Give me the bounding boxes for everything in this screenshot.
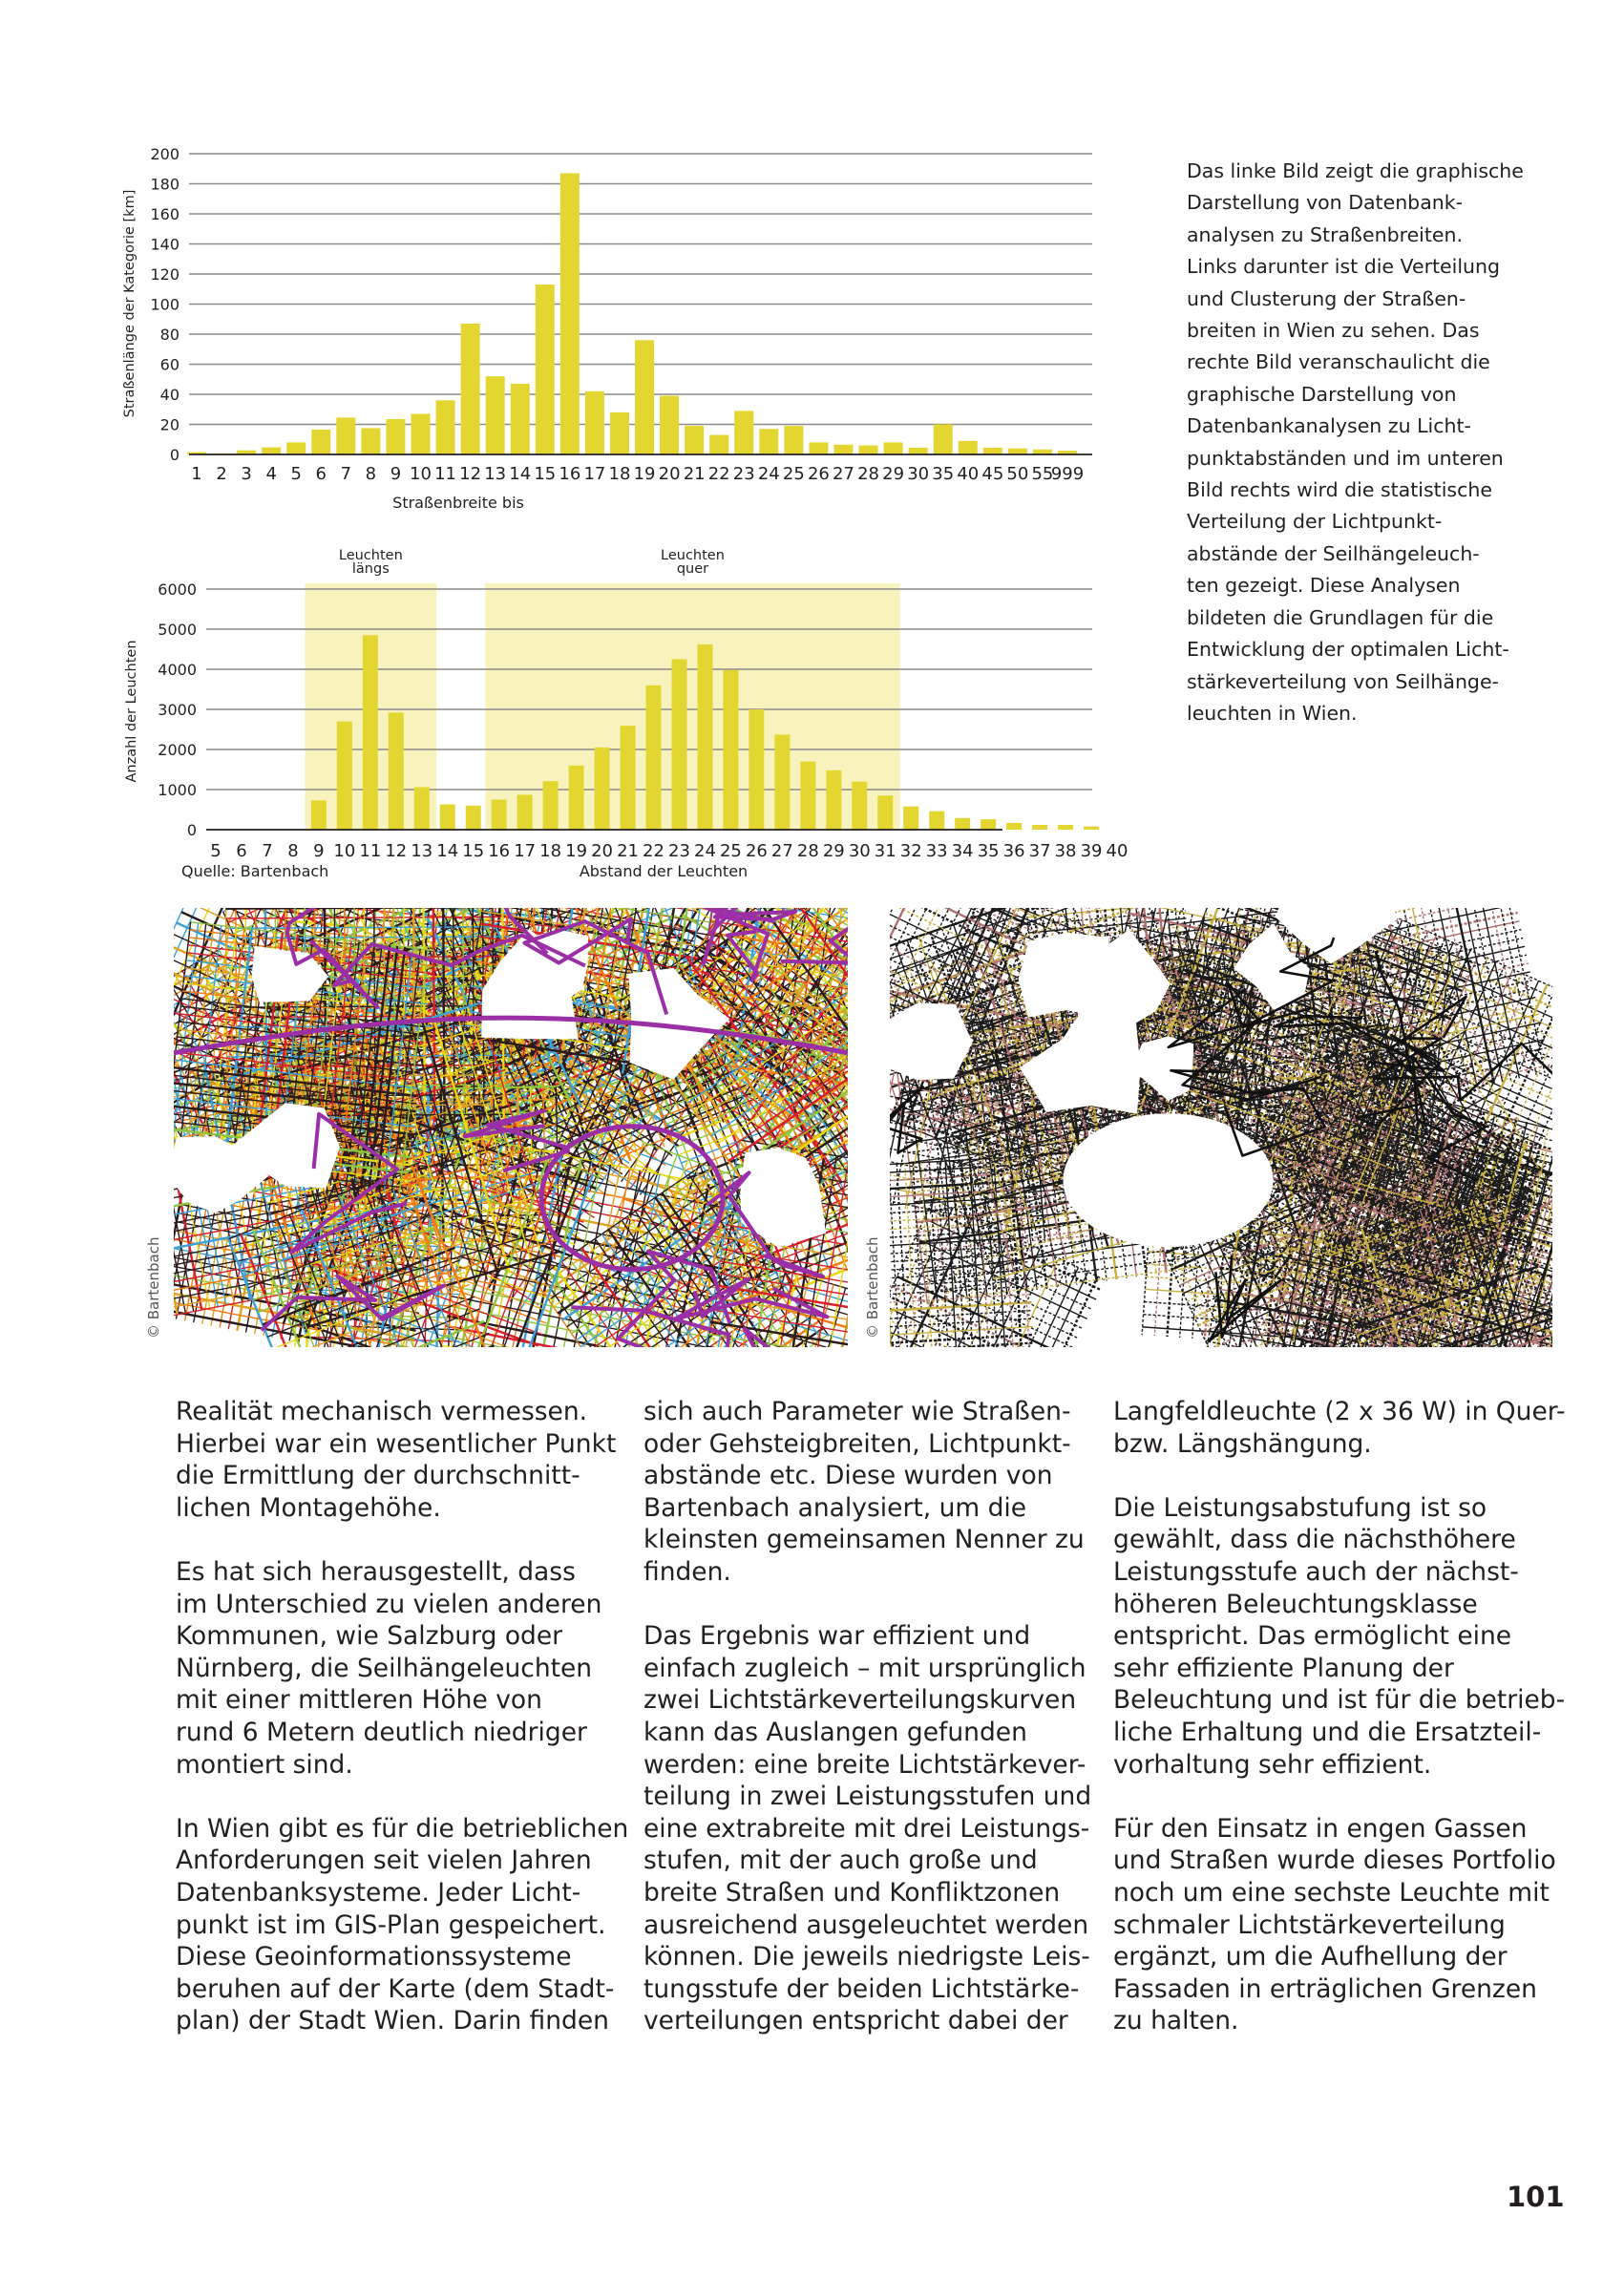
x-axis-label: Straßenbreite bis	[392, 494, 524, 512]
x-tick-label: 28	[857, 464, 879, 484]
x-tick-label: 8	[365, 464, 377, 484]
text-line: mit einer mittleren Höhe von	[176, 1685, 542, 1716]
bar	[826, 770, 841, 830]
caption-line: und Clusterung der Straßen-	[1187, 286, 1466, 310]
caption-line: bildeten die Grundlagen für die	[1187, 605, 1494, 629]
text-line: rund 6 Metern deutlich niedriger	[176, 1717, 587, 1747]
x-tick-label: 31	[874, 841, 896, 861]
text-line: Fassaden in erträglichen Grenzen	[1113, 1973, 1537, 2004]
x-tick-label: 6	[315, 464, 327, 484]
y-tick-label: 1000	[158, 781, 197, 799]
paragraph-gap	[643, 1589, 1092, 1621]
caption-line: leuchten in Wien.	[1187, 701, 1358, 725]
y-tick-label: 100	[150, 295, 179, 314]
region-label: Leuchten	[338, 548, 403, 563]
text-line: zu halten.	[1113, 2006, 1239, 2036]
x-tick-label: 24	[694, 841, 716, 861]
text-line: Die Leistungsabstufung ist so	[1113, 1492, 1487, 1523]
paragraph-gap	[176, 1781, 624, 1813]
y-axis-label: Straßenlänge der Kategorie [km]	[122, 189, 137, 418]
y-tick-label: 180	[150, 175, 179, 194]
paragraph-gap	[1113, 1460, 1562, 1492]
x-tick-label: 22	[643, 841, 664, 861]
x-tick-label: 37	[1028, 841, 1051, 861]
street	[226, 908, 510, 909]
bar	[1084, 827, 1099, 830]
x-tick-label: 21	[683, 464, 706, 484]
bar	[877, 795, 893, 830]
y-tick-label: 0	[169, 446, 179, 464]
x-tick-label: 13	[411, 841, 433, 861]
x-tick-label: 17	[583, 464, 606, 484]
text-line: noch um eine sechste Leuchte mit	[1113, 1877, 1550, 1908]
text-line: Beleuchtung und ist für die betrieb-	[1113, 1685, 1566, 1716]
text-line: beruhen auf der Karte (dem Stadt-	[176, 1973, 615, 2004]
x-tick-label: 30	[907, 464, 930, 484]
x-tick-label: 19	[565, 841, 588, 861]
text-line: verteilungen entspricht dabei der	[643, 2006, 1068, 2036]
text-line: Leistungsstufe auch der nächst-	[1113, 1556, 1519, 1587]
bar	[466, 806, 481, 830]
caption-line: Datenbankanalysen zu Licht-	[1187, 414, 1471, 438]
caption-line: breiten in Wien zu sehen. Das	[1187, 319, 1480, 343]
text-line: sehr effiziente Planung der	[1113, 1653, 1454, 1683]
x-tick-label: 12	[459, 464, 482, 484]
y-tick-label: 2000	[158, 741, 197, 759]
x-tick-label: 15	[534, 464, 557, 484]
text-line: bzw. Längshängung.	[1113, 1428, 1372, 1459]
text-line: Datenbanksysteme. Jeder Licht-	[176, 1877, 581, 1908]
x-tick-label: 55	[1031, 464, 1054, 484]
text-line: liche Erhaltung und die Ersatzteil-	[1113, 1717, 1542, 1747]
bar	[981, 819, 996, 830]
text-line: In Wien gibt es für die betrieblichen	[176, 1813, 629, 1844]
text-line: Hierbei war ein wesentlicher Punkt	[176, 1428, 617, 1459]
text-line: Bartenbach analysiert, um die	[643, 1492, 1027, 1523]
text-line: können. Die jeweils niedrigste Leis-	[643, 1942, 1090, 1972]
caption-line: Das linke Bild zeigt die graphische	[1187, 159, 1524, 182]
caption-line: Verteilung der Lichtpunkt-	[1187, 510, 1443, 534]
x-tick-label: 15	[462, 841, 485, 861]
x-tick-label: 38	[1054, 841, 1077, 861]
bar	[1058, 825, 1073, 830]
bar	[440, 805, 455, 830]
bar	[671, 660, 686, 831]
text-line: Langfeldleuchte (2 x 36 W) in Quer-	[1113, 1397, 1566, 1426]
caption-line: Entwicklung der optimalen Licht-	[1187, 638, 1509, 662]
street-width-map	[174, 908, 848, 1347]
x-tick-label: 25	[719, 841, 742, 861]
x-tick-label: 20	[591, 841, 614, 861]
street-network	[174, 908, 848, 1347]
text-line: finden.	[643, 1556, 731, 1587]
x-tick-label: 40	[957, 464, 980, 484]
bar	[852, 782, 867, 830]
bar	[337, 722, 352, 830]
x-tick-label: 999	[1050, 464, 1085, 484]
bar	[414, 787, 430, 830]
x-tick-label: 23	[668, 841, 690, 861]
x-tick-label: 6	[236, 841, 247, 861]
text-line: einfach zugleich – mit ursprünglich	[643, 1653, 1086, 1683]
bar	[363, 635, 378, 830]
figure-caption	[1187, 156, 1569, 729]
x-tick-label: 33	[925, 841, 948, 861]
x-tick-label: 26	[807, 464, 830, 484]
x-tick-label: 14	[436, 841, 459, 861]
text-line: entspricht. Das ermöglicht eine	[1113, 1621, 1512, 1652]
text-line: Diese Geoinformationssysteme	[176, 1942, 572, 1972]
x-tick-label: 27	[833, 464, 854, 484]
text-line: kann das Auslangen gefunden	[643, 1717, 1027, 1747]
x-tick-label: 3	[241, 464, 252, 484]
x-tick-label: 11	[434, 464, 457, 484]
text-line: Nürnberg, die Seilhängeleuchten	[176, 1653, 593, 1683]
map-credit-right: © Bartenbach	[864, 1236, 881, 1339]
x-tick-label: 24	[757, 464, 780, 484]
text-line: eine extrabreite mit drei Leistungs-	[643, 1813, 1090, 1844]
text-line: abstände etc. Diese wurden von	[643, 1461, 1053, 1491]
text-line: breite Straßen und Konfliktzonen	[643, 1877, 1061, 1908]
text-line: schmaler Lichtstärkeverteilung	[1113, 1909, 1506, 1940]
x-tick-label: 21	[617, 841, 639, 861]
x-tick-label: 23	[732, 464, 755, 484]
x-tick-label: 7	[340, 464, 352, 484]
text-line: Realität mechanisch vermessen.	[176, 1397, 588, 1426]
text-line: sich auch Parameter wie Straßen-	[643, 1397, 1071, 1426]
text-line: zwei Lichtstärkeverteilungskurven	[643, 1685, 1077, 1716]
street-network	[890, 908, 1552, 1347]
bar	[800, 762, 815, 830]
caption-line: graphische Darstellung von	[1187, 382, 1457, 406]
bar	[311, 800, 327, 830]
x-tick-label: 7	[262, 841, 273, 861]
text-line: oder Gehsteigbreiten, Lichtpunkt-	[643, 1428, 1071, 1459]
y-axis-label: Anzahl der Leuchten	[124, 640, 139, 783]
open-area	[1063, 1113, 1273, 1247]
bar	[774, 734, 790, 830]
x-tick-label: 16	[488, 841, 511, 861]
caption-line: rechte Bild veranschaulicht die	[1187, 350, 1490, 374]
x-tick-label: 20	[658, 464, 681, 484]
bar	[595, 748, 610, 830]
x-tick-label: 14	[509, 464, 532, 484]
region-label: längs	[351, 561, 390, 577]
text-line: gewählt, dass die nächsthöhere	[1113, 1525, 1516, 1555]
bar	[1032, 825, 1047, 830]
text-line: Anforderungen seit vielen Jahren	[176, 1846, 592, 1876]
x-tick-label: 29	[822, 841, 845, 861]
text-line: höheren Beleuchtungsklasse	[1113, 1589, 1478, 1619]
text-line: Kommunen, wie Salzburg oder	[176, 1621, 563, 1652]
x-tick-label: 29	[882, 464, 905, 484]
text-line: punkt ist im GIS-Plan gespeichert.	[176, 1909, 606, 1940]
region-label: Leuchten	[661, 548, 725, 563]
y-tick-label: 160	[150, 205, 179, 223]
x-tick-label: 18	[539, 841, 562, 861]
y-tick-label: 0	[186, 821, 197, 839]
page-number: 101	[1507, 2181, 1565, 2213]
x-tick-label: 28	[796, 841, 819, 861]
x-tick-label: 11	[359, 841, 382, 861]
street-width-map-image	[174, 908, 848, 1347]
x-tick-label: 50	[1006, 464, 1029, 484]
text-column-2	[643, 1396, 1092, 2037]
x-tick-label: 39	[1080, 841, 1103, 861]
text-column-1	[176, 1396, 629, 2037]
bar	[903, 807, 918, 830]
text-line: plan) der Stadt Wien. Darin finden	[176, 2006, 609, 2036]
text-line: Das Ergebnis war effizient und	[643, 1621, 1031, 1652]
bar	[517, 794, 533, 830]
text-line: stufen, mit der auch große und	[643, 1846, 1038, 1876]
x-tick-label: 5	[210, 841, 221, 861]
caption-line: analysen zu Straßenbreiten.	[1187, 222, 1464, 246]
y-tick-label: 200	[150, 145, 179, 163]
street	[890, 1302, 1031, 1315]
text-line: ausreichend ausgeleuchtet werden	[643, 1909, 1089, 1940]
bar	[569, 766, 584, 830]
x-tick-label: 16	[559, 464, 581, 484]
bar	[1006, 823, 1022, 830]
x-tick-label: 9	[390, 464, 402, 484]
text-line: tungsstufe der beiden Lichtstärke-	[643, 1973, 1080, 2004]
caption-line: punktabständen und im unteren	[1187, 446, 1504, 470]
paragraph-gap	[1113, 1781, 1562, 1813]
x-tick-label: 25	[782, 464, 805, 484]
street	[890, 1165, 894, 1347]
bar	[389, 712, 404, 830]
bar	[646, 686, 662, 830]
x-tick-label: 12	[385, 841, 408, 861]
caption-line: abstände der Seilhängeleuch-	[1187, 541, 1480, 565]
x-tick-label: 8	[287, 841, 299, 861]
y-tick-label: 6000	[158, 580, 197, 599]
text-line: Für den Einsatz in engen Gassen	[1113, 1813, 1528, 1844]
text-line: vorhaltung sehr effizient.	[1113, 1749, 1432, 1780]
x-tick-label: 5	[290, 464, 302, 484]
x-tick-label: 22	[707, 464, 730, 484]
caption-line: stärkeverteilung von Seilhänge-	[1187, 669, 1499, 693]
street	[441, 1345, 704, 1347]
y-tick-label: 140	[150, 235, 179, 254]
region-label: quer	[676, 561, 709, 577]
bar	[723, 670, 738, 830]
x-axis-label: Abstand der Leuchten	[579, 862, 749, 880]
map-credit-left: © Bartenbach	[145, 1236, 162, 1339]
x-tick-label: 13	[484, 464, 507, 484]
bar	[697, 644, 712, 830]
x-tick-label: 40	[1106, 841, 1128, 861]
x-tick-label: 19	[633, 464, 656, 484]
x-tick-label: 1	[191, 464, 202, 484]
text-line: teilung in zwei Leistungsstufen und	[643, 1782, 1092, 1812]
x-tick-label: 10	[410, 464, 432, 484]
text-line: werden: eine breite Lichtstärkever-	[643, 1749, 1086, 1780]
y-tick-label: 60	[159, 355, 179, 374]
x-tick-label: 35	[932, 464, 955, 484]
text-line: die Ermittlung der durchschnitt-	[176, 1461, 580, 1491]
x-tick-label: 2	[216, 464, 227, 484]
bar	[749, 709, 764, 830]
bar	[492, 800, 507, 831]
caption-line: Links darunter ist die Verteilung	[1187, 255, 1501, 279]
x-tick-label: 35	[977, 841, 1000, 861]
text-line: kleinsten gemeinsamen Nenner zu	[643, 1525, 1085, 1555]
text-line: lichen Montagehöhe.	[176, 1492, 441, 1523]
x-tick-label: 30	[848, 841, 871, 861]
x-tick-label: 34	[951, 841, 974, 861]
x-tick-label: 18	[608, 464, 631, 484]
x-tick-label: 45	[981, 464, 1004, 484]
text-line: im Unterschied zu vielen anderen	[176, 1589, 602, 1619]
text-line: Es hat sich herausgestellt, dass	[176, 1556, 576, 1587]
y-tick-label: 120	[150, 265, 179, 284]
y-tick-label: 20	[159, 415, 179, 434]
y-tick-label: 80	[159, 326, 179, 344]
x-tick-label: 10	[333, 841, 356, 861]
bar	[621, 726, 636, 830]
y-tick-label: 5000	[158, 621, 197, 639]
y-tick-label: 4000	[158, 661, 197, 679]
x-tick-label: 32	[899, 841, 922, 861]
luminaire-spacing-map	[890, 908, 1552, 1347]
y-tick-label: 40	[159, 386, 179, 404]
paragraph-gap	[176, 1524, 624, 1556]
caption-line: Bild rechts wird die statistische	[1187, 478, 1492, 502]
x-tick-label: 17	[514, 841, 537, 861]
text-line: ergänzt, um die Aufhellung der	[1113, 1942, 1508, 1972]
x-tick-label: 9	[313, 841, 325, 861]
text-column-3	[1113, 1396, 1566, 2037]
x-tick-label: 27	[770, 841, 793, 861]
bar	[955, 818, 970, 830]
text-line: und Straßen wurde dieses Portfolio	[1113, 1846, 1556, 1876]
text-line: montiert sind.	[176, 1749, 353, 1780]
x-tick-label: 26	[745, 841, 768, 861]
bar	[929, 812, 944, 830]
x-tick-label: 36	[1002, 841, 1025, 861]
source-label: Quelle: Bartenbach	[181, 862, 329, 880]
luminaire-spacing-map-image	[890, 908, 1552, 1347]
street	[890, 908, 893, 1004]
y-tick-label: 3000	[158, 701, 197, 719]
bar	[543, 781, 559, 830]
caption-line: ten gezeigt. Diese Analysen	[1187, 574, 1461, 598]
caption-line: Darstellung von Datenbank-	[1187, 191, 1464, 215]
x-tick-label: 4	[265, 464, 277, 484]
